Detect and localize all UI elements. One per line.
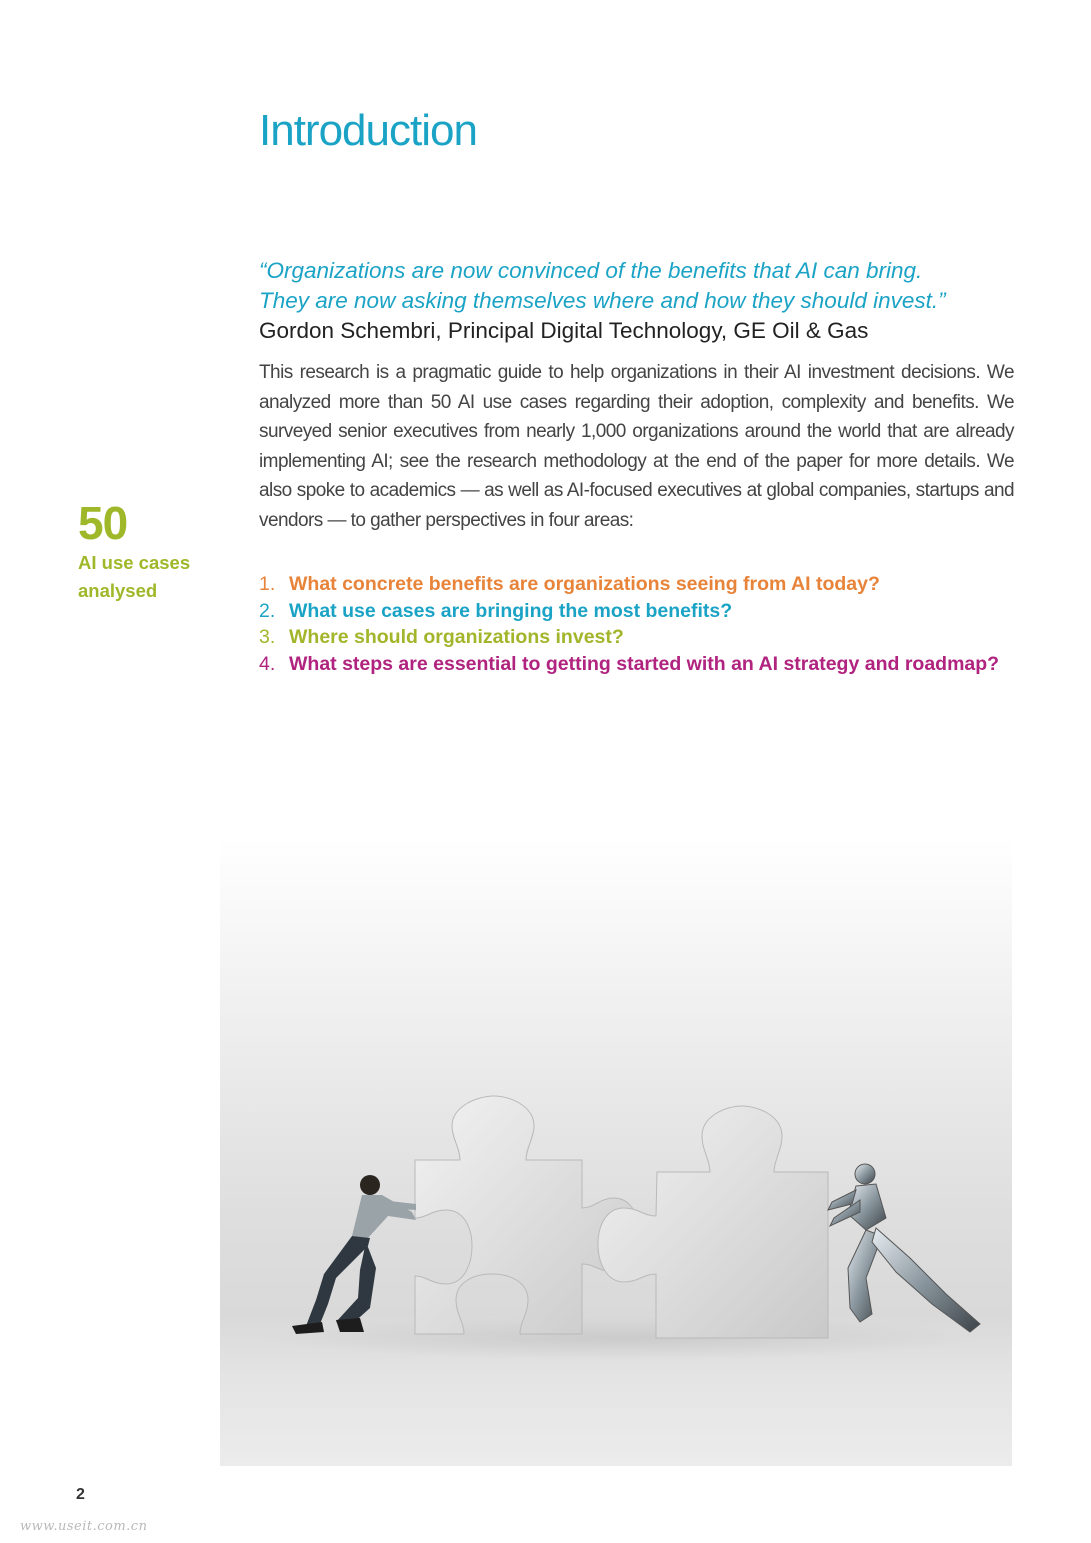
stat-number: 50 [78, 497, 128, 549]
quote-line-1: “Organizations are now convinced of the benefits that AI can bring. [259, 258, 923, 283]
question-text: What use cases are bringing the most benefits? [289, 599, 733, 622]
question-item [259, 598, 1014, 625]
question-number: 2. [259, 599, 276, 622]
man-pushing-figure-icon [292, 1175, 416, 1334]
intro-paragraph: This research is a pragmatic guide to help organizations in their AI investment decisions. We analyzed more than 50 AI use cases regarding their adoption, complexity and benefits. We surveyed senior executives from nearly 1,000 organizations around the world that are already implementing AI; see the research methodology at the end of the paper for more details. We also spoke to academics — as well as AI-focused executives at global companies, startups and vendors — to gather perspectives in four areas: [259, 362, 1014, 531]
puzzle-piece-left-icon [415, 1096, 640, 1334]
pull-quote [259, 256, 1014, 316]
question-item [259, 651, 1014, 678]
quote-line-2: They are now asking themselves where and how they should invest.” [259, 288, 946, 313]
question-text: Where should organizations invest? [289, 626, 624, 648]
research-questions-list [259, 571, 1014, 677]
page-title: Introduction [259, 106, 477, 155]
question-text: What concrete benefits are organizations seeing from AI today? [289, 573, 880, 595]
puzzle-piece-right-icon [598, 1106, 828, 1338]
stat-callout [78, 497, 228, 605]
quote-attribution: Gordon Schembri, Principal Digital Technology, GE Oil & Gas [259, 318, 869, 343]
question-item [259, 624, 1014, 651]
question-number: 3. [259, 626, 276, 648]
question-item [259, 571, 1014, 598]
question-number: 4. [259, 652, 276, 675]
watermark: www.useit.com.cn [20, 1519, 148, 1534]
question-text: What steps are essential to getting started with an AI strategy and roadmap? [289, 652, 1000, 675]
question-number: 1. [259, 573, 276, 595]
hero-image-puzzle-illustration [220, 838, 1012, 1466]
stat-label: AI use cases analysed [78, 552, 191, 601]
page-number: 2 [76, 1486, 85, 1503]
robot-pushing-figure-icon [828, 1164, 980, 1332]
